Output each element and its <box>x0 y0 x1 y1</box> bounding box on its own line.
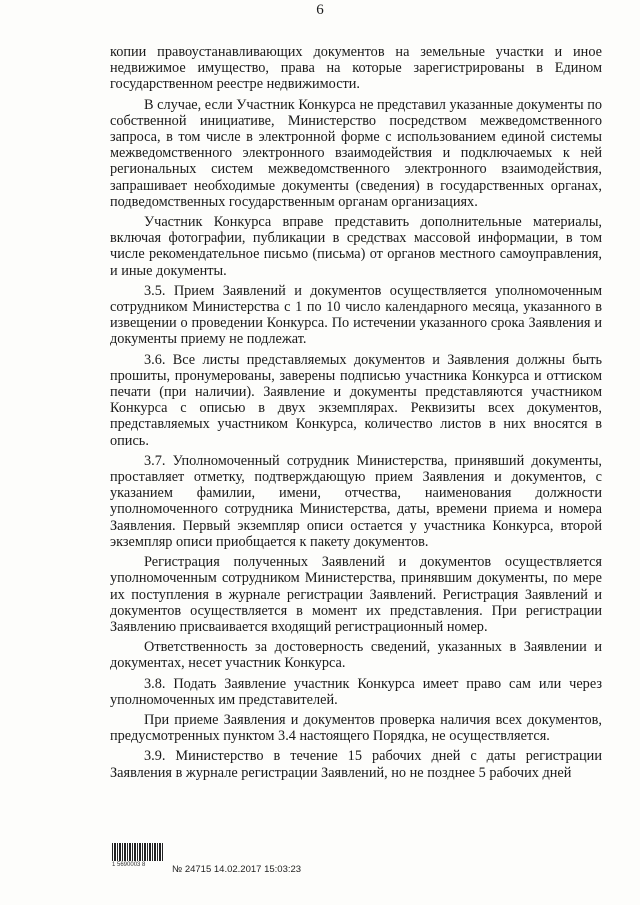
paragraph: 3.5. Прием Заявлений и документов осуществляется уполномоченным сотрудником Министерства с 1 по 10 число календарного месяца, указанного в извещении о проведении Конкурса. По истечении указанного срока Заявления и документы приему не подлежат. <box>110 282 602 348</box>
paragraph: 3.6. Все листы представляемых документов и Заявления должны быть прошиты, пронумерованы, заверены подписью участника Конкурса и оттиском печати (при наличии). Заявление и документы представляются участником Конкурса с описью в двух экземплярах. Реквизиты всех документов, представляемых участником Конкурса, количество листов в них вносятся в опись. <box>110 351 602 449</box>
paragraph: Регистрация полученных Заявлений и документов осуществляется уполномоченным сотрудником Министерства, принявшим документы, по мере их поступления в журнале регистрации Заявлений. Регистрация Заявлений и документов осуществляется в момент их представления. При регистрации Заявлению присваивается входящий регистрационный номер. <box>110 554 602 635</box>
paragraph: При приеме Заявления и документов проверка наличия всех документов, предусмотренных пунктом 3.4 настоящего Порядка, не осуществляется. <box>110 711 602 745</box>
page-number: 6 <box>316 2 324 18</box>
barcode-caption: 1 5690003 8 <box>112 862 146 868</box>
paragraph: копии правоустанавливающих документов на земельные участки и иное недвижимое имущество, права на которые зарегистрированы в Едином государственном реестре недвижимости. <box>110 44 602 93</box>
barcode-icon <box>112 843 164 861</box>
registration-stamp: № 24715 14.02.2017 15:03:23 <box>172 864 302 875</box>
paragraph: Ответственность за достоверность сведений, указанных в Заявлении и документах, несет участник Конкурса. <box>110 639 602 672</box>
document-body <box>110 44 602 781</box>
paragraph: 3.7. Уполномоченный сотрудник Министерства, принявший документы, проставляет отметку, подтверждающую прием Заявления и документов, с указанием фамилии, имени, отчества, наименования должности уполномоченного сотрудника Министерства, даты, времени приема и номера Заявления. Первый экземпляр описи остается у участника Конкурса, второй экземпляр описи приобщается к пакету документов. <box>110 452 602 550</box>
paragraph: 3.8. Подать Заявление участник Конкурса имеет право сам или через уполномоченных им представителей. <box>110 675 602 708</box>
paragraph: 3.9. Министерство в течение 15 рабочих дней с даты регистрации Заявления в журнале регистрации Заявлений, но не позднее 5 рабочих дней <box>110 748 602 781</box>
paragraph: Участник Конкурса вправе представить дополнительные материалы, включая фотографии, публикации в средствах массовой информации, в том числе рекомендательное письмо (письма) от органов местного самоуправления, и иные документы. <box>110 214 602 279</box>
paragraph: В случае, если Участник Конкурса не представил указанные документы по собственной инициативе, Министерство посредством межведомственного запроса, в том числе в электронной форме с использованием единой системы межведомственного электронного взаимодействия и подключаемых к ней региональных систем межведомственного электронного взаимодействия, запрашивает необходимые документы (сведения) в государственных органах, подведомственных государственным органам организациях. <box>110 96 602 210</box>
